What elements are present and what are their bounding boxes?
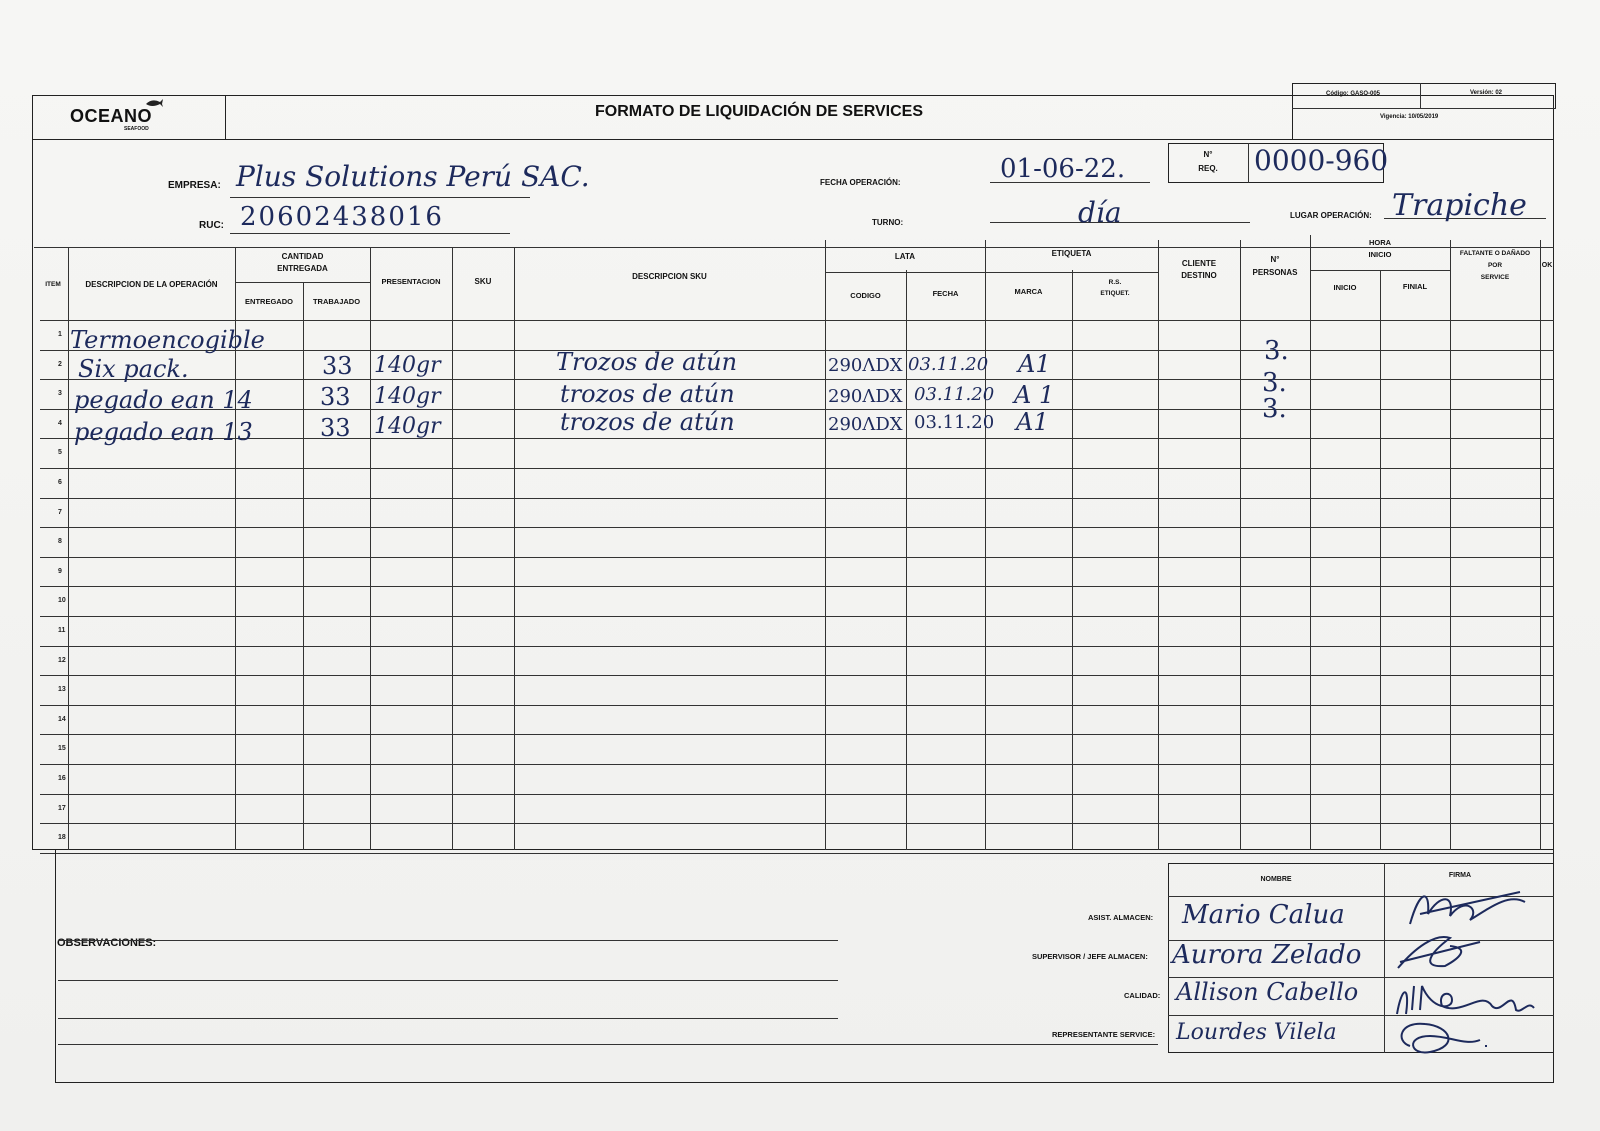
row-4-descripcion-sku: trozos de atún xyxy=(560,408,735,436)
row-2-personas: 3. xyxy=(1264,336,1289,366)
row-4-codigo: 290ΛDX xyxy=(828,414,903,435)
form-validity: Vigencia: 10/05/2019 xyxy=(1380,114,1439,120)
col-presentacion: PRESENTACION xyxy=(381,277,441,286)
logo-text: OCEANO xyxy=(70,106,153,126)
col-cantidad: CANTIDAD xyxy=(281,252,324,261)
fish-logo-icon xyxy=(144,98,164,108)
row-divider xyxy=(40,379,1554,380)
col-fecha: FECHA xyxy=(932,289,959,298)
turno-label: TURNO: xyxy=(872,218,904,227)
col-faltante-service: SERVICE xyxy=(1480,274,1510,281)
firma-header: FIRMA xyxy=(1448,872,1472,879)
empresa-value: Plus Solutions Perú SAC. xyxy=(236,160,590,193)
role-asist-almacen-label: ASIST. ALMACEN: xyxy=(1088,913,1154,922)
row-divider xyxy=(40,675,1554,676)
observaciones-label: OBSERVACIONES: xyxy=(57,937,157,949)
col-faltante: FALTANTE O DAÑADO xyxy=(1459,250,1531,257)
item-number: 5 xyxy=(58,449,62,457)
row-2-descripcion-sku: Trozos de atún xyxy=(556,348,738,376)
signature-calidad xyxy=(1392,980,1542,1020)
item-number: 11 xyxy=(58,627,66,634)
role-supervisor-label: SUPERVISOR / JEFE ALMACEN: xyxy=(1032,952,1148,961)
col-cliente-destino: DESTINO xyxy=(1181,271,1217,280)
ruc-value: 20602438016 xyxy=(240,202,444,232)
item-number: 8 xyxy=(58,538,62,546)
row-divider xyxy=(40,734,1554,735)
col-personas-number: N° xyxy=(1270,255,1280,264)
row-3-marca: A 1 xyxy=(1014,381,1055,409)
col-marca: MARCA xyxy=(1014,287,1043,296)
form-version: Versión: 02 xyxy=(1470,90,1503,96)
col-final: FINIAL xyxy=(1402,282,1428,291)
nombre-header: NOMBRE xyxy=(1260,876,1292,883)
col-hora-inicio: INICIO xyxy=(1368,250,1392,259)
item-number: 12 xyxy=(58,656,66,664)
row-2-presentacion: 140gr xyxy=(374,353,441,378)
row-4-fecha: 03.11.20 xyxy=(914,412,995,433)
row-2-trabajado: 33 xyxy=(322,352,353,380)
item-number: 10 xyxy=(58,597,66,605)
row-divider xyxy=(40,616,1554,617)
company-logo xyxy=(70,102,170,132)
row-4-presentacion: 140gr xyxy=(374,414,441,439)
row-3-descripcion: pegado ean 14 xyxy=(74,386,253,414)
row-3-descripcion-sku: trozos de atún xyxy=(560,380,735,408)
row-4-personas: 3. xyxy=(1262,394,1287,424)
row-2-codigo: 290ΛDX xyxy=(828,355,903,376)
col-personas: PERSONAS xyxy=(1252,268,1298,277)
logo-subtext: SEAFOOD xyxy=(124,126,149,132)
row-3-fecha: 03.11.20 xyxy=(914,384,995,405)
lugar-operacion-label: LUGAR OPERACIÓN: xyxy=(1290,211,1372,220)
col-inicio: INICIO xyxy=(1333,283,1357,292)
empresa-label: EMPRESA: xyxy=(168,180,221,191)
col-item: ITEM xyxy=(45,281,61,288)
col-trabajado: TRABAJADO xyxy=(312,297,361,306)
role-representante-label: REPRESENTANTE SERVICE: xyxy=(1052,1030,1156,1039)
row-divider xyxy=(40,527,1554,528)
row-divider xyxy=(40,409,1554,410)
item-number: 17 xyxy=(58,804,66,812)
row-divider xyxy=(40,350,1554,351)
row-2-fecha: 03.11.20 xyxy=(908,354,989,375)
col-cliente: CLIENTE xyxy=(1181,259,1217,268)
row-4-descripcion: pegado ean 13 xyxy=(74,418,253,446)
row-4-trabajado: 33 xyxy=(320,414,351,442)
row-1-descripcion: Termoencogible xyxy=(70,326,265,354)
col-hora: HORA xyxy=(1368,238,1392,247)
col-rs: R.S. xyxy=(1108,279,1122,286)
col-descripcion-sku: DESCRIPCION SKU xyxy=(632,272,707,281)
signature-supervisor xyxy=(1390,928,1510,974)
role-asist-almacen-name: Mario Calua xyxy=(1182,900,1345,930)
item-number: 6 xyxy=(58,479,62,486)
row-divider xyxy=(40,764,1554,765)
row-2-descripcion: Six pack. xyxy=(78,355,189,383)
item-number: 4 xyxy=(58,419,62,427)
row-divider xyxy=(40,705,1554,706)
row-divider xyxy=(40,498,1554,499)
item-number: 18 xyxy=(58,834,66,842)
role-calidad-name: Allison Cabello xyxy=(1176,978,1359,1006)
row-divider xyxy=(40,794,1554,795)
col-entregado: ENTREGADO xyxy=(245,297,293,306)
col-sku: SKU xyxy=(474,277,492,286)
turno-value: día xyxy=(1078,196,1122,229)
req-value: 0000-960 xyxy=(1254,144,1389,177)
row-4-marca: A1 xyxy=(1016,408,1049,436)
col-etiqueta: ETIQUETA xyxy=(1051,249,1092,258)
item-number: 1 xyxy=(58,331,62,338)
item-number: 15 xyxy=(58,745,66,753)
row-3-codigo: 290ΛDX xyxy=(828,386,903,407)
role-representante-name: Lourdes Vilela xyxy=(1176,1020,1337,1045)
row-divider xyxy=(40,823,1554,824)
fecha-operacion-label: FECHA OPERACIÓN: xyxy=(820,178,901,187)
form-title: FORMATO DE LIQUIDACIÓN DE SERVICES xyxy=(594,103,924,120)
col-ok: OK xyxy=(1541,262,1553,269)
row-3-trabajado: 33 xyxy=(320,383,351,411)
fecha-operacion-value: 01-06-22. xyxy=(1000,154,1126,184)
signature-asist-almacen xyxy=(1400,884,1540,934)
signature-representante xyxy=(1390,1016,1510,1060)
item-number: 13 xyxy=(58,686,66,694)
item-number: 2 xyxy=(58,360,62,368)
col-faltante-por: POR xyxy=(1487,262,1503,269)
row-divider xyxy=(40,468,1554,469)
col-lata: LATA xyxy=(894,252,916,261)
item-number: 7 xyxy=(58,508,62,516)
item-number: 16 xyxy=(58,775,66,782)
item-number: 9 xyxy=(58,567,62,575)
row-divider xyxy=(40,438,1554,439)
col-codigo: CODIGO xyxy=(850,291,881,300)
col-descripcion-operacion: DESCRIPCION DE LA OPERACIÓN xyxy=(85,280,218,289)
col-cantidad-entregada: ENTREGADA xyxy=(277,264,328,273)
form-code: Código: GASO-005 xyxy=(1326,91,1381,97)
item-number: 3 xyxy=(58,390,62,398)
row-2-marca: A1 xyxy=(1018,350,1051,378)
req-label: REQ. xyxy=(1198,164,1218,173)
role-calidad-label: CALIDAD: xyxy=(1124,991,1161,1000)
row-3-presentacion: 140gr xyxy=(374,384,441,409)
item-number: 14 xyxy=(58,715,66,723)
role-supervisor-name: Aurora Zelado xyxy=(1172,940,1362,970)
col-rs-etiquet: ETIQUET. xyxy=(1100,290,1130,297)
row-divider xyxy=(40,557,1554,558)
row-divider xyxy=(40,646,1554,647)
ruc-label: RUC: xyxy=(199,220,224,231)
row-divider xyxy=(40,586,1554,587)
row-3-personas: 3. xyxy=(1262,368,1287,398)
lugar-operacion-value: Trapiche xyxy=(1392,188,1527,223)
req-label-number: N° xyxy=(1203,150,1213,159)
